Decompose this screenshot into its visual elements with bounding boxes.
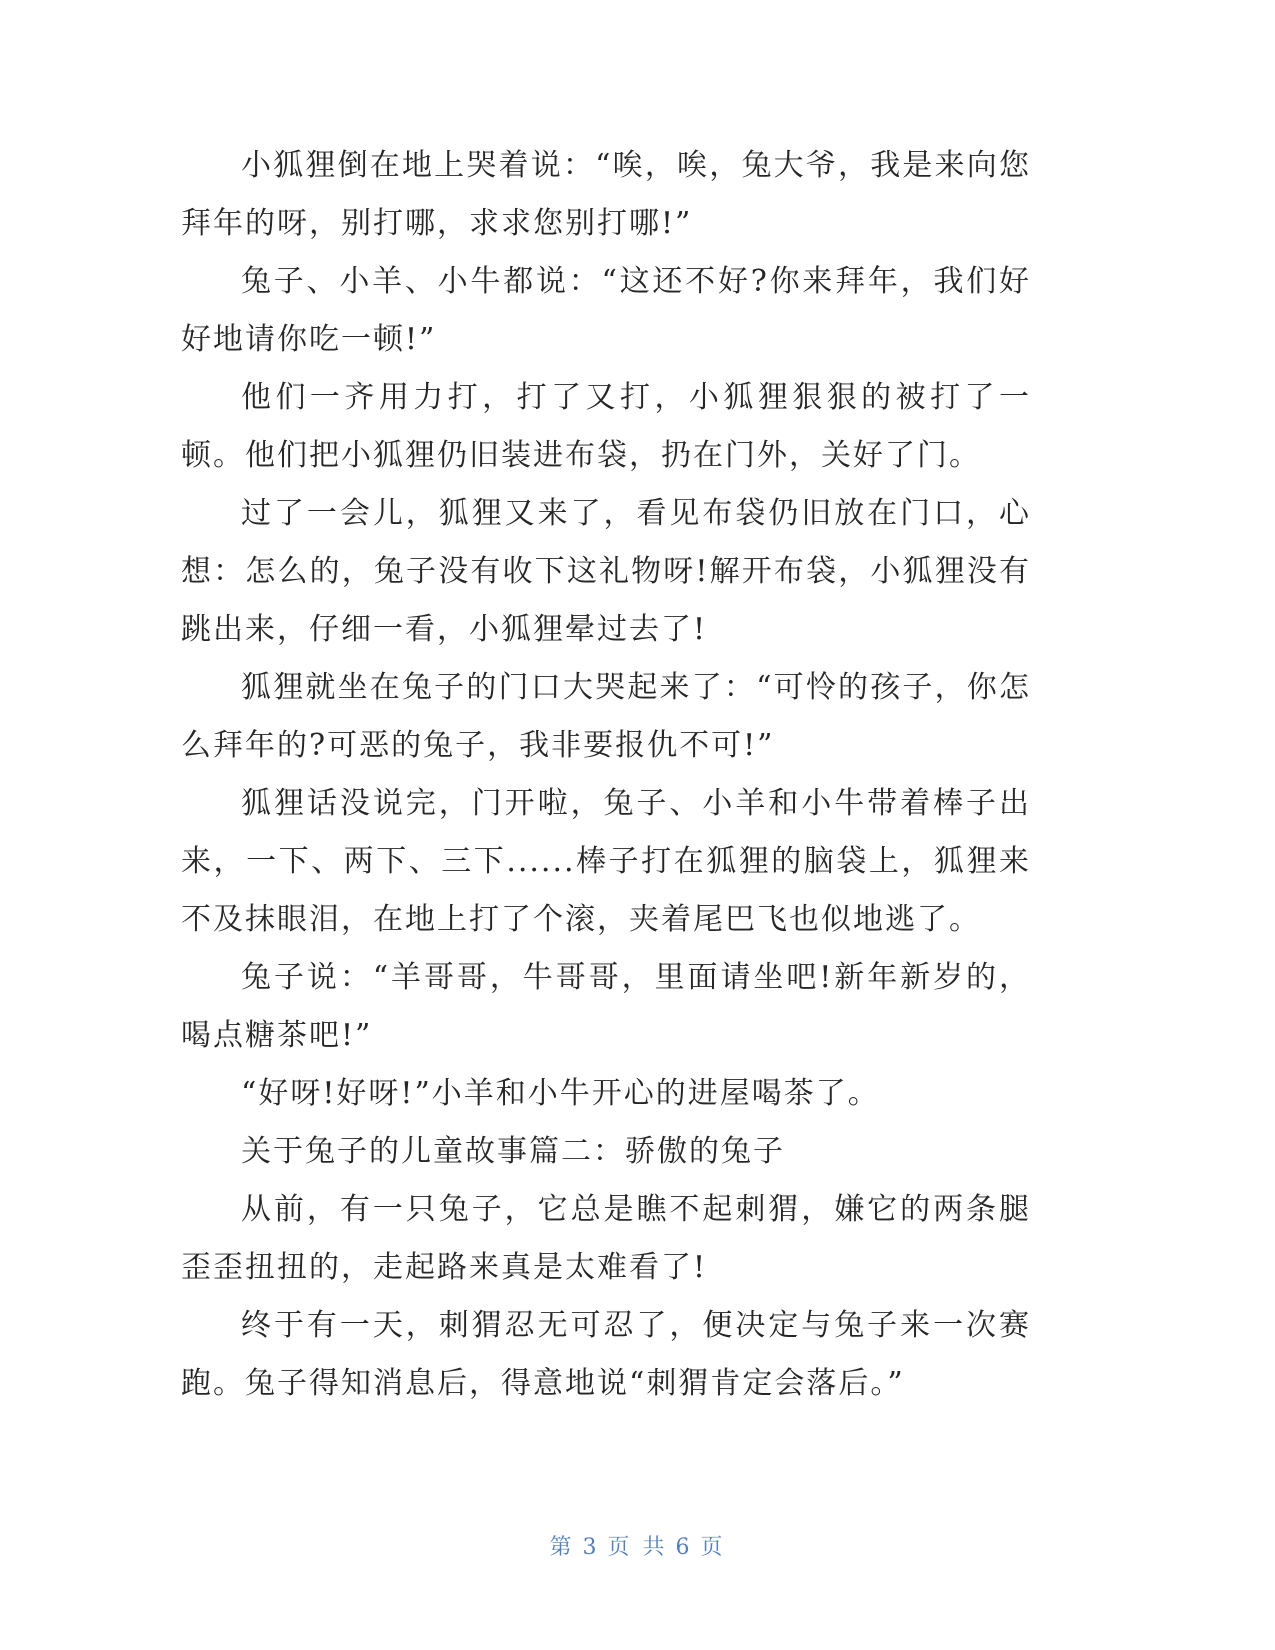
paragraph: 小狐狸倒在地上哭着说：“唉，唉，兔大爷，我是来向您拜年的呀，别打哪，求求您别打哪!” bbox=[181, 148, 1031, 241]
paragraph: 终于有一天，刺猬忍无可忍了，便决定与兔子来一次赛跑。兔子得知消息后，得意地说“刺猬肯定会落后。” bbox=[181, 1308, 1031, 1401]
paragraph: 狐狸话没说完，门开啦，兔子、小羊和小牛带着棒子出来，一下、两下、三下......棒子打在狐狸的脑袋上，狐狸来不及抹眼泪，在地上打了个滚，夹着尾巴飞也似地逃了。 bbox=[181, 786, 1031, 937]
paragraph: 兔子说：“羊哥哥，牛哥哥，里面请坐吧!新年新岁的，喝点糖茶吧!” bbox=[181, 960, 1031, 1053]
document-body bbox=[181, 137, 1031, 1413]
footer-suffix: 页 bbox=[700, 1535, 726, 1560]
paragraph: 从前，有一只兔子，它总是瞧不起刺猬，嫌它的两条腿歪歪扭扭的，走起路来真是太难看了! bbox=[181, 1192, 1031, 1285]
total-page-count: 6 bbox=[675, 1535, 693, 1560]
page-footer bbox=[0, 1530, 1275, 1561]
paragraph: “好呀!好呀!”小羊和小牛开心的进屋喝茶了。 bbox=[241, 1076, 880, 1111]
section-heading: 关于兔子的儿童故事篇二：骄傲的兔子 bbox=[241, 1134, 785, 1169]
current-page-number: 3 bbox=[582, 1535, 600, 1560]
paragraph: 狐狸就坐在兔子的门口大哭起来了：“可怜的孩子，你怎么拜年的?可恶的兔子，我非要报仇不可!” bbox=[181, 670, 1031, 763]
footer-middle: 页 共 bbox=[607, 1535, 668, 1560]
paragraph: 他们一齐用力打，打了又打，小狐狸狠狠的被打了一顿。他们把小狐狸仍旧装进布袋，扔在门外，关好了门。 bbox=[181, 380, 1031, 473]
footer-prefix: 第 bbox=[549, 1535, 575, 1560]
paragraph: 过了一会儿，狐狸又来了，看见布袋仍旧放在门口，心想：怎么的，兔子没有收下这礼物呀!解开布袋，小狐狸没有跳出来，仔细一看，小狐狸晕过去了! bbox=[181, 496, 1031, 647]
paragraph: 兔子、小羊、小牛都说：“这还不好?你来拜年，我们好好地请你吃一顿!” bbox=[181, 264, 1031, 357]
